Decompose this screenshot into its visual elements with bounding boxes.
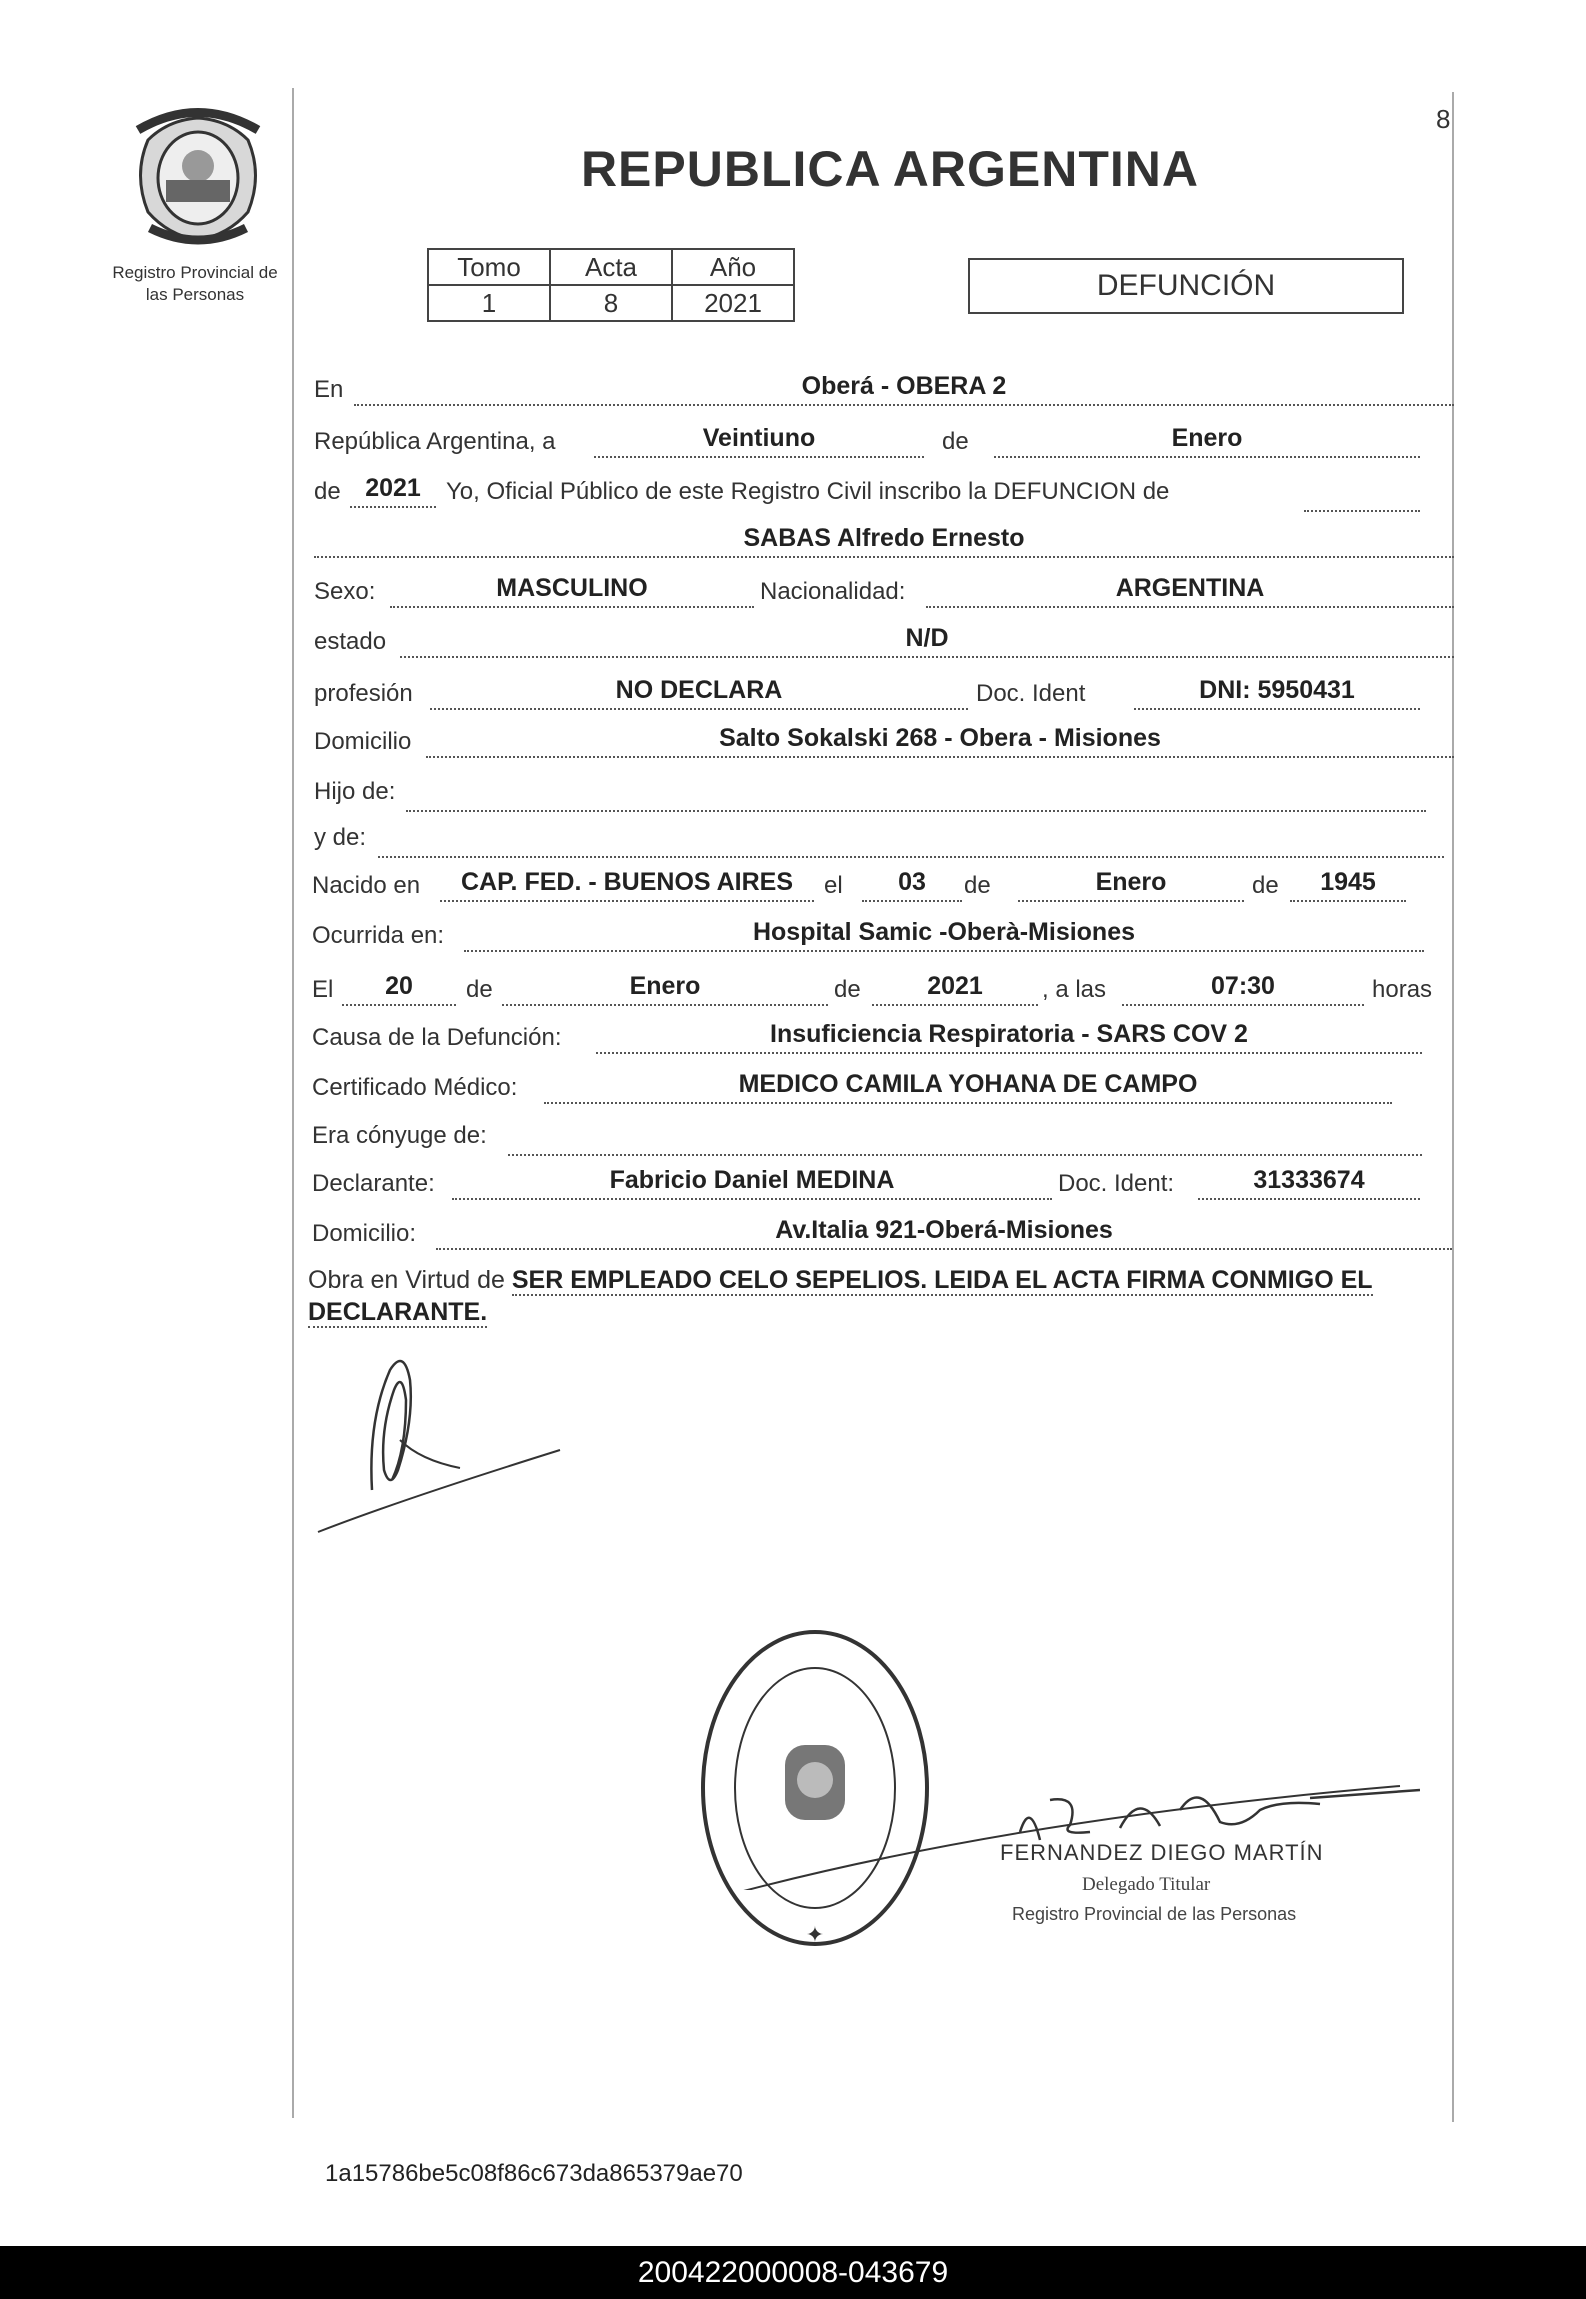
causa-label: Causa de la Defunción:	[312, 1024, 562, 1051]
estado-label: estado	[314, 628, 387, 655]
inscripcion-dia: Veintiuno	[594, 418, 924, 458]
domicilio-label: Domicilio	[314, 728, 412, 755]
certificado-value: MEDICO CAMILA YOHANA DE CAMPO	[544, 1064, 1392, 1104]
row-ocurrida	[312, 916, 1452, 956]
left-margin-line	[292, 88, 294, 2118]
obra-en-virtud	[308, 1264, 1448, 1328]
inscripcion-mes: Enero	[994, 418, 1420, 458]
obra-label: Obra en Virtud de	[308, 1266, 505, 1294]
defuncion-mes: Enero	[502, 966, 828, 1006]
nacido-label: Nacido en	[312, 872, 421, 899]
de-label-3: de	[964, 872, 991, 899]
certificado-label: Certificado Médico:	[312, 1074, 518, 1101]
nacionalidad-label: Nacionalidad:	[760, 578, 906, 605]
row-nacido	[312, 866, 1452, 906]
el-label: el	[824, 872, 843, 899]
sexo-value: MASCULINO	[390, 568, 754, 608]
org-line-1: Registro Provincial de	[112, 263, 278, 282]
inscripcion-anio: 2021	[350, 468, 436, 508]
de-label-5: de	[466, 976, 493, 1003]
registry-value-anio: 2021	[672, 285, 794, 321]
alas-label: , a las	[1042, 976, 1107, 1003]
fallecido-nombre: SABAS Alfredo Ernesto	[314, 518, 1454, 558]
causa-value: Insuficiencia Respiratoria - SARS COV 2	[596, 1014, 1422, 1054]
ocurrida-value: Hospital Samic -Oberà-Misiones	[464, 912, 1424, 952]
registry-header-tomo: Tomo	[428, 249, 550, 285]
registry-table	[427, 248, 795, 322]
registry-header-anio: Año	[672, 249, 794, 285]
el2-label: El	[312, 976, 334, 1003]
oficial-dots	[1304, 476, 1420, 512]
nacido-dia: 03	[862, 862, 962, 902]
row-domicilio2	[312, 1214, 1452, 1254]
row-certificado	[312, 1068, 1452, 1108]
declarante-signature	[310, 1340, 580, 1540]
declarante-label: Declarante:	[312, 1170, 435, 1197]
en-label: En	[314, 376, 344, 403]
official-signature	[700, 1740, 1420, 1890]
defuncion-dia: 20	[342, 966, 456, 1006]
registry-value-tomo: 1	[428, 285, 550, 321]
nacionalidad-value: ARGENTINA	[926, 568, 1454, 608]
svg-text:✦: ✦	[805, 1922, 825, 1947]
domicilio2-label: Domicilio:	[312, 1220, 417, 1247]
registry-header-row	[428, 249, 794, 285]
row-oficial	[314, 472, 1454, 512]
de-label-2: de	[314, 478, 341, 505]
registry-value-acta: 8	[550, 285, 672, 321]
de-label-4: de	[1252, 872, 1279, 899]
obra-value: SER EMPLEADO CELO SEPELIOS. LEIDA EL ACTA FIRMA CONMIGO EL DECLARANTE.	[308, 1266, 1373, 1326]
defuncion-anio: 2021	[872, 966, 1038, 1006]
row-hijo	[314, 772, 1454, 812]
registry-header-acta: Acta	[550, 249, 672, 285]
registry-value-row	[428, 285, 794, 321]
row-fecha-defuncion	[312, 970, 1452, 1010]
page-title: REPUBLICA ARGENTINA	[580, 141, 1200, 197]
conyuge-label: Era cónyuge de:	[312, 1122, 487, 1149]
row-conyuge	[312, 1116, 1452, 1156]
page-number: 8	[1436, 104, 1451, 134]
provincia-misiones-seal-icon	[128, 100, 268, 248]
domicilio2-value: Av.Italia 921-Oberá-Misiones	[436, 1210, 1452, 1250]
row-nombre	[314, 522, 1454, 562]
de-label-6: de	[834, 976, 861, 1003]
de-label-1: de	[942, 428, 969, 455]
document-type-box: DEFUNCIÓN	[968, 258, 1404, 314]
republica-label: República Argentina, a	[314, 428, 556, 455]
doc-ident-value: DNI: 5950431	[1134, 670, 1420, 710]
hijo-dots	[406, 776, 1426, 812]
horas-label: horas	[1372, 976, 1433, 1003]
row-en	[314, 370, 1454, 410]
oficial-text: Yo, Oficial Público de este Registro Civil inscribo la DEFUNCION de	[446, 478, 1170, 505]
row-domicilio	[314, 722, 1454, 762]
nacido-anio: 1945	[1290, 862, 1406, 902]
row-fecha-inscripcion	[314, 422, 1454, 462]
official-name: FERNANDEZ DIEGO MARTÍN	[1000, 1840, 1324, 1865]
doc-ident-label: Doc. Ident	[976, 680, 1086, 707]
nacido-lugar: CAP. FED. - BUENOS AIRES	[440, 862, 814, 902]
defuncion-hora: 07:30	[1122, 966, 1364, 1006]
declarante-value: Fabricio Daniel MEDINA	[452, 1160, 1052, 1200]
estado-value: N/D	[400, 618, 1454, 658]
official-title: Delegado Titular	[1082, 1874, 1211, 1895]
en-value: Oberá - OBERA 2	[354, 366, 1454, 406]
hijo-label: Hijo de:	[314, 778, 396, 805]
row-yde	[314, 818, 1454, 858]
official-org: Registro Provincial de las Personas	[1012, 1904, 1297, 1924]
org-line-2: las Personas	[145, 285, 245, 304]
profesion-label: profesión	[314, 680, 413, 707]
conyuge-dots	[508, 1120, 1422, 1156]
profesion-value: NO DECLARA	[430, 670, 968, 710]
organization-name	[90, 262, 300, 306]
row-causa	[312, 1018, 1452, 1058]
ocurrida-label: Ocurrida en:	[312, 922, 445, 949]
barcode-footer: 200422000008-043679	[0, 2246, 1586, 2299]
row-declarante	[312, 1164, 1452, 1204]
doc-ident2-label: Doc. Ident:	[1058, 1170, 1175, 1197]
doc-ident2-value: 31333674	[1198, 1160, 1420, 1200]
sexo-label: Sexo:	[314, 578, 376, 605]
yde-dots	[378, 822, 1444, 858]
row-estado	[314, 622, 1454, 662]
row-profesion	[314, 674, 1454, 714]
yde-label: y de:	[314, 824, 367, 851]
document-hash: 1a15786be5c08f86c673da865379ae70	[325, 2160, 743, 2187]
row-sexo	[314, 572, 1454, 612]
domicilio-value: Salto Sokalski 268 - Obera - Misiones	[426, 718, 1454, 758]
nacido-mes: Enero	[1018, 862, 1244, 902]
